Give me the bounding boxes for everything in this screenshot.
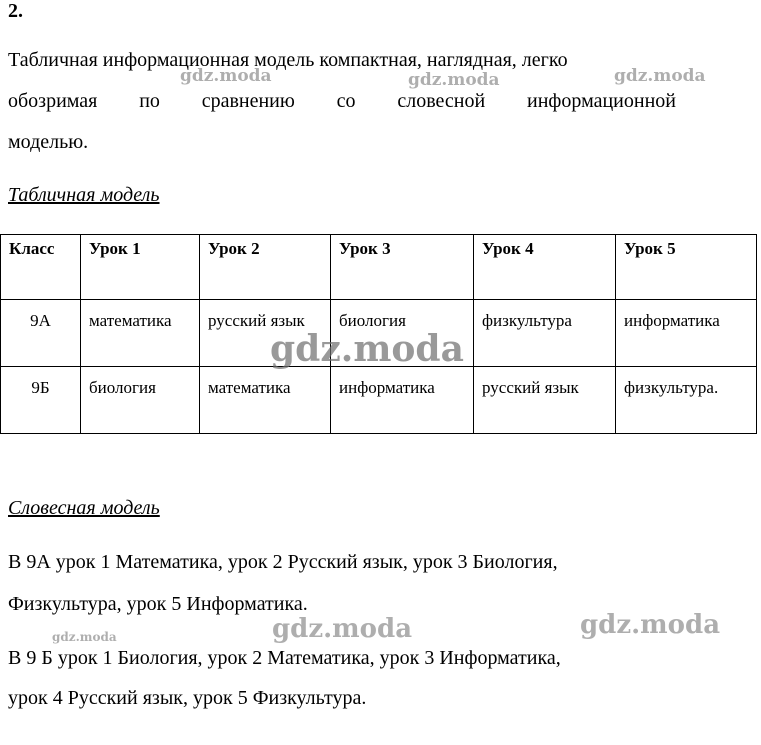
intro-word: сравнению [201, 90, 295, 112]
class-cell: 9А [1, 300, 81, 367]
table-cell: информатика [616, 300, 757, 367]
table-cell: русский язык [200, 300, 331, 367]
header-cell: Урок 1 [81, 235, 200, 300]
watermark: gdz.moda [408, 70, 500, 90]
verbal-p1-line2: Физкультура, урок 5 Информатика. [8, 593, 308, 615]
verbal-p1-line1: В 9А урок 1 Математика, урок 2 Русский язык, урок 3 Биология, [8, 551, 558, 573]
table-row [1, 367, 757, 434]
table-cell: информатика [331, 367, 474, 434]
table-cell: физкультура. [616, 367, 757, 434]
table-cell: биология [81, 367, 200, 434]
header-cell: Урок 2 [200, 235, 331, 300]
watermark: gdz.moda [614, 66, 706, 86]
watermark: gdz.moda [272, 614, 413, 644]
table-row [1, 300, 757, 367]
header-cell: Урок 3 [331, 235, 474, 300]
verbal-p2-line2: урок 4 Русский язык, урок 5 Физкультура. [8, 687, 367, 709]
intro-line-1: Табличная информационная модель компактная, наглядная, легко [8, 49, 568, 71]
table-cell: математика [200, 367, 331, 434]
header-cell: Урок 4 [474, 235, 616, 300]
verbal-p2-line1: В 9 Б урок 1 Биология, урок 2 Математика, урок 3 Информатика, [8, 647, 561, 669]
schedule-table [0, 234, 757, 434]
task-number: 2. [8, 0, 23, 22]
watermark: gdz.moda [270, 328, 464, 370]
watermark: gdz.moda [52, 630, 117, 644]
table-cell: биология [331, 300, 474, 367]
intro-word: словесной [397, 90, 486, 112]
table-model-heading: Табличная модель [8, 184, 160, 206]
intro-line-3: моделью. [8, 131, 89, 153]
table-cell: русский язык [474, 367, 616, 434]
intro-word: информационной [527, 90, 676, 112]
watermark: gdz.moda [180, 66, 272, 86]
intro-word: со [336, 90, 356, 112]
intro-word: по [139, 90, 160, 112]
verbal-model-heading: Словесная модель [8, 497, 160, 519]
class-cell: 9Б [1, 367, 81, 434]
table-cell: физкультура [474, 300, 616, 367]
header-cell: Класс [1, 235, 81, 300]
intro-word: обозримая [8, 90, 98, 112]
intro-line-2 [8, 91, 676, 111]
table-header-row [1, 235, 757, 300]
header-cell: Урок 5 [616, 235, 757, 300]
watermark: gdz.moda [580, 610, 721, 640]
table-cell: математика [81, 300, 200, 367]
